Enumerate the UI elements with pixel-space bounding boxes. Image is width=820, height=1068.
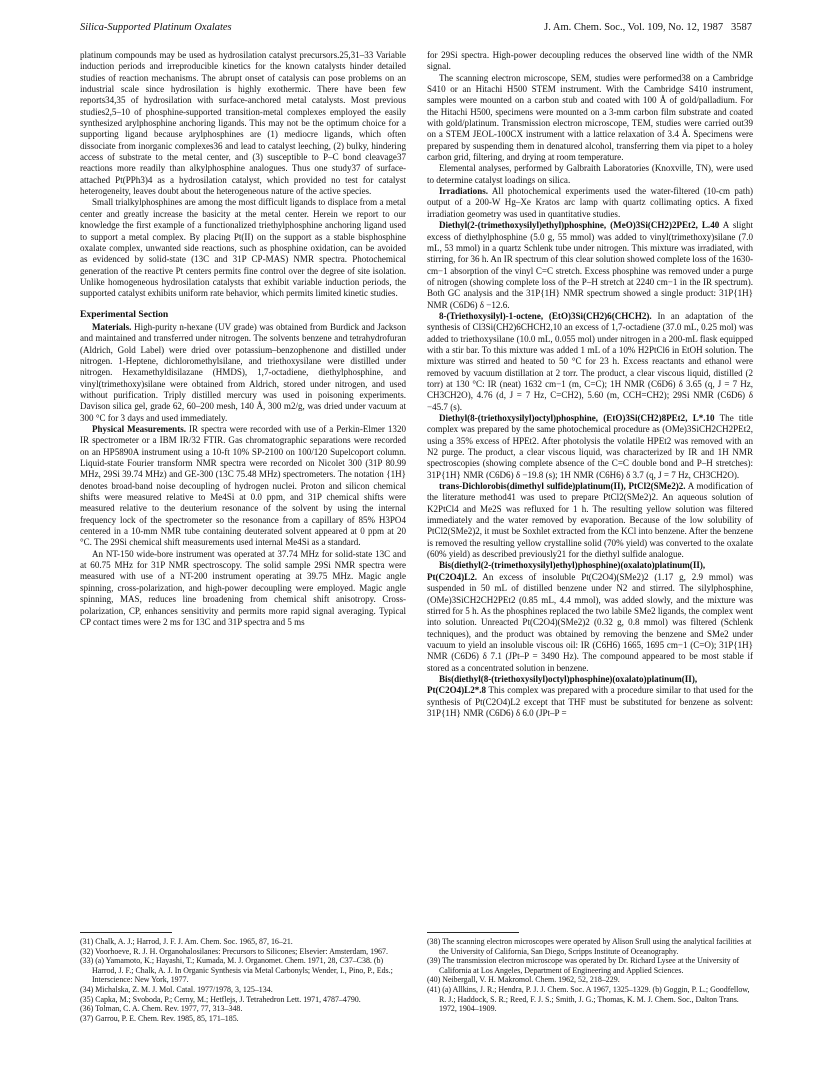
footnote-divider-right: [427, 932, 519, 933]
compound-5-heading: Bis(diethyl(2-(trimethoxysilyl)ethyl)phosphine)(oxalato)platinum(II), Pt(C2O4)L2.: [427, 560, 706, 582]
footnote: (32) Voorhoeve, R. J. H. Organohalosilanes: Precursors to Silicones; Elsevier: Amsterdam, 1967.: [80, 946, 388, 956]
footnote: (37) Garrou, P. E. Chem. Rev. 1985, 85, 171–185.: [80, 1013, 239, 1023]
compound-4-text: A modification of the literature method41 was used to prepare PtCl2(SMe2)2. An aqueous solution of K2PtCl4 and Me2S was refluxed for 1 h. The resulting yellow solution was filtered immediately and the water removed by evaporation. Because of the low solubility of PtCl2(SMe2)2, it must be Soxhlet extracted from the KCl into benzene. After the benzene is removed the resulting yellow crystalline solid (70% yield) was converted to the oxalate (60% yield) as described previously21 for the diethyl sulfide analogue.: [427, 481, 753, 560]
compound-3-text: The title complex was prepared by the same photochemical procedure as (OMe)3SiCH2CH2PEt2, using a 35% excess of HPEt2. After photolysis the volatile HPEt2 was removed with an N2 purge. The product, a clear viscous liquid, was characterized by IR and 1H NMR spectroscopies (showing complete absence of the C=C double bond and P–H stretches): 31P{1H} NMR (C6D6) δ −19.8 (s); 1H NMR (C6H6) δ 3.7 (q, J = 7 Hz, CH3CH2O).: [427, 413, 754, 480]
compound-1-paragraph: [427, 220, 753, 311]
compound-6-text: This complex was prepared with a procedure similar to that used for the synthesis of Pt(C2O4)L2 except that THF must be substituted for benzene as solvent: 31P{1H} NMR (C6D6) δ 6.0 (JPt–P =: [427, 685, 753, 718]
compound-2-text: In an adaptation of the synthesis of Cl3Si(CH2)6CHCH2,10 an excess of 1,7-octadiene (37.0 mL, 0.25 mol) was added to triethoxysilane (10.0 mL, 0.055 mol) under nitrogen in a 200-mL flask equipped with a stir bar. To this mixture was added 1 mL of a 10% H2PtCl6 in EtOH solution. The mixture was stirred and heated to 50 °C for 23 h. Excess reactants and ethanol were removed by vacuum distillation at 2 torr. The product, a clear viscous liquid, distilled (2 torr) at 130 °C: IR (neat) 1632 cm−1 (m, C=C); 1H NMR (C6D6) δ 3.65 (q, J = 7 Hz, CH3CH2O), 4.76 (d, J = 7 Hz, C=CH2), 5.60 (m, CCH=CH2); 29Si NMR (C6D6) δ −45.7 (s).: [427, 310, 754, 412]
irradiations-paragraph: [427, 186, 753, 220]
materials-heading: Materials.: [92, 321, 132, 332]
section-title: Experimental Section: [80, 308, 169, 320]
materials-paragraph: [80, 322, 406, 424]
footnote: (34) Michalska, Z. M. J. Mol. Catal. 1977/1978, 3, 125–134.: [80, 984, 273, 994]
compound-3-heading: Diethyl(8-(triethoxysilyl)octyl)phosphine, (EtO)3Si(CH2)8PEt2, L*.10: [439, 413, 715, 423]
compound-4-heading: trans-Dichlorobis(dimethyl sulfide)platinum(II), PtCl2(SMe2)2.: [439, 481, 686, 492]
physical-measurements-paragraph: [80, 424, 406, 549]
footnote: (33) (a) Yamamoto, K.; Hayashi, T.; Kumada, M. J. Organomet. Chem. 1971, 28, C37–C38. (b) Harrod, J. F.; Chalk, A. J. In Organic Synthesis via Metal Carbonyls; Wender, I., Pino, P., Eds.; Interscience: New York, 1977.: [80, 956, 393, 985]
compound-2-paragraph: [427, 311, 753, 413]
elemental-paragraph: Elemental analyses, performed by Galbraith Laboratories (Knoxville, TN), were used to determine catalyst loadings on silica.: [427, 163, 753, 185]
footnote: (39) The transmission electron microscope was operated by Dr. Richard Lysee at the University of California at Los Angeles, Department of Engineering and Applied Sciences.: [427, 956, 740, 975]
compound-5-text: An excess of insoluble Pt(C2O4)(SMe2)2 (1.17 g, 2.9 mmol) was suspended in 50 mL of distilled benzene under N2 and stirred. The silylphosphine, (OMe)3SiCH2CH2PEt2 (0.85 mL, 4.4 mmol), was added slowly, and the mixture was stirred for 5 h. As the phosphines replaced the two labile SMe2 ligands, the complex went into solution. Unreacted Pt(C2O4)(SMe2)2 (0.32 g, 0.8 mmol) was filtered (Schlenk techniques), and the product was obtained by removing the benzene and SMe2 under vacuum to yield an insoluble viscous oil: IR (C6H6) 1665, 1695 cm−1 (C=O); 31P{1H} NMR (C6D6) δ 7.1 (JPt–P = 3490 Hz). The compound appeared to be most stable if stored as a concentrated solution in benzene.: [427, 571, 753, 673]
sem-paragraph: The scanning electron microscope, SEM, studies were performed38 on a Cambridge S410 or an Hitachi H500 STEM instrument. With the Cambridge S410 instrument, samples were mounted on a carbon stub and coated with 100 Å of gold/palladium. For the Hitachi H500, specimens were mounted on a 3-mm carbon film substrate and coated with gold/platinum. Transmission electron microscope, TEM, studies were carried out39 on a STEM JEOL-100CX instrument with a lattice relaxation of 3.4 Å. Specimens were prepared by suspending them in denatured alcohol, transferring them via pipet to a holey carbon grid, filtering, and drying at room temperature.: [427, 72, 753, 163]
irradiations-text: All photochemical experiments used the water-filtered (10-cm path) output of a 200-W Hg–Xe Kratos arc lamp with quartz collimating optics. A fixed irradiation geometry was used in quantitative studies.: [427, 186, 753, 219]
compound-2-heading: 8-(Triethoxysilyl)-1-octene, (EtO)3Si(CH2)6(CHCH2).: [439, 310, 652, 321]
nt150-paragraph: An NT-150 wide-bore instrument was operated at 37.74 MHz for solid-state 13C and at 60.75 MHz for 31P NMR spectroscopy. The solid sample 29Si NMR spectra were measured with use of a NT-200 instrument operating at 39.75 MHz. Magic angle spinning, cross-polarization, and high-power decoupling were employed. Magic angle spinning, MAS, reduces line broadening from chemical shift anisotropy. Cross-polarization, CP, enhances sensitivity and permits more rapid signal averaging. Typical CP contact times were 2 ms for 13C and 31P spectra and 5 ms: [80, 548, 406, 627]
compound-3-paragraph: [427, 413, 753, 481]
journal-header: [428, 22, 752, 33]
compound-4-paragraph: [427, 481, 753, 560]
footnote: (35) Capka, M.; Svoboda, P.; Cerny, M.; Hetflejs, J. Tetrahedron Lett. 1971, 4787–4790.: [80, 994, 361, 1004]
compound-1-heading: Diethyl(2-(trimethoxysilyl)ethyl)phosphine, (MeO)3Si(CH2)2PEt2, L.40: [439, 220, 720, 231]
continued-paragraph: for 29Si spectra. High-power decoupling reduces the observed line width of the NMR signal.: [427, 50, 753, 72]
footnote: (36) Tolman, C. A. Chem. Rev. 1977, 77, 313–348.: [80, 1004, 243, 1014]
materials-text: High-purity n-hexane (UV grade) was obtained from Burdick and Jackson and maintained and transferred under nitrogen. The solvents benzene and tetrahydrofuran (Aldrich, Gold Label) were dried over potassium–benzophenone and distilled under nitrogen. 1-Heptene, dichloromethylsilane, and triethoxysilane were distilled under nitrogen. Hexamethyldisilazane (HMDS), 1,7-octadiene, diethylphosphine, and vinyl(trimethoxy)silane were obtained from Aldrich, stored under nitrogen, and used without purification. Triply distilled mercury was used in poisoning experiments. Davison silica gel, grade 62, 60–200 mesh, 140 Å, 300 m2/g, was dried under vacuum at 300 °C for 3 days and used immediately.: [80, 321, 406, 423]
footnote: (41) (a) Allkins, J. R.; Hendra, P. J. J. Chem. Soc. A 1967, 1325–1329. (b) Goggin, P. L.; Goodfellow, R. J.; Haddock, S. R.; Reed, F. J. S.; Smith, J. G.; Thomas, K. M. J. Chem. Soc., Dalton Trans. 1972, 1904–1909.: [427, 984, 750, 1014]
physical-measurements-heading: Physical Measurements.: [92, 424, 187, 434]
intro-paragraph-2: Small trialkylphosphines are among the most difficult ligands to displace from a metal center and greatly increase the basicity at the metal center. Herein we report to our knowledge the first example of a functionalized triethylphosphine anchoring ligand used to support a metal complex. By placing Pt(II) on the support as a stable bisphosphine oxalate complex, unwanted side reactions, such as phosphine oxidation, can be avoided as evidenced by solid-state (13C and 31P CP-MAS) NMR spectra. Photochemical generation of the reactive Pt centers permits fine control over the degree of site isolation. Unlike homogeneous hydrosilation catalysts that exhibit variable induction periods, the supported catalyst exhibits uniform rate behavior, which permits limited kinetic studies.: [80, 197, 406, 299]
compound-6-heading: Bis(diethyl(8-(triethoxysilyl)octyl)phosphine)(oxalato)platinum(II), Pt(C2O4)L2*.8: [427, 673, 698, 696]
journal-citation: J. Am. Chem. Soc., Vol. 109, No. 12, 1987: [544, 22, 724, 33]
footnotes-right: [427, 937, 753, 1014]
footnote: (38) The scanning electron microscopes were operated by Alison Srull using the analytical facilities at the University of California, San Diego, Scripps Institute of Oceanography.: [427, 937, 752, 956]
compound-1-text: A slight excess of diethylphosphine (5.0 g, 55 mmol) was added to vinyl(trimethoxy)silane (7.0 mL, 53 mmol) in a quartz Schlenk tube under nitrogen. This mixture was irradiated, with stirring, for 36 h. An IR spectrum of this clear solution showed complete loss of the 1630-cm−1 absorption of the vinyl C=C stretch. Excess phosphine was removed under a purge of nitrogen (showing complete loss of the P–H stretch at 2240 cm−1 in the IR spectrum). Both GC analysis and the 31P{1H} NMR spectrum showed a single product: 31P{1H} NMR (C6D6) δ −12.6.: [427, 220, 753, 310]
page-number: 3587: [731, 22, 752, 33]
right-column: [427, 50, 753, 719]
physical-measurements-text: IR spectra were recorded with use of a Perkin-Elmer 1320 IR spectrometer or a IBM IR/32 FTIR. Gas chromatographic separations were recorded on an HP5890A instrument using a 10-ft 10% SP-2100 on 100/120 Supelcoport column. Liquid-state Fourier transform NMR spectra were recorded on Nicolet 300 (31P 80.99 MHz, 29Si 39.74 MHz) and GE-300 (13C 75.48 MHz) spectrometers. The notation {1H} denotes broad-band noise decoupling of hydrogen nuclei. Proton and silicon chemical shifts were measured relative to Me4Si at 0.0 ppm, and 31P chemical shifts were measured relative to the deuterium resonance of the solvent by using the internal frequency lock of the spectrometer so the resonance from a capillary of 85% H3PO4 centered in a 10-mm NMR tube containing deuterated solvent appeared at 0 ppm at 20 °C. The 29Si chemical shift measurements used internal Me4Si as a standard.: [80, 424, 407, 548]
footnote-divider-left: [80, 932, 172, 933]
compound-6-paragraph: [427, 674, 753, 719]
footnotes-left: [80, 937, 406, 1023]
left-column: [80, 50, 406, 628]
footnote: (31) Chalk, A. J.; Harrod, J. F. J. Am. Chem. Soc. 1965, 87, 16–21.: [80, 937, 293, 946]
running-title: Silica-Supported Platinum Oxalates: [80, 22, 232, 33]
irradiations-heading: Irradiations.: [439, 186, 489, 197]
footnote: (40) Neibergall, V. H. Makromol. Chem. 1962, 52, 218–229.: [427, 975, 620, 985]
compound-5-paragraph: [427, 560, 753, 673]
intro-paragraph-1: platinum compounds may be used as hydrosilation catalyst precursors.25,31–33 Variable induction periods and irreproducible kinetics for the known catalysts hinder detailed studies of reaction mechanisms. The abrupt onset of catalysis can pose problems on an industrial scale since hydrosilation is highly exothermic. There have been few reports34,35 of hydrosilation with surface-anchored metal catalysts. Most previous studies2,5–10 of phosphine-supported transition-metal complexes employed the easily synthesized arylphosphine anchoring ligands. This may not be the optimum choice for a supporting ligand because arylphosphines are (1) mediocre ligands, which often dissociate from inorganic complexes36 and lead to catalyst leeching, (2) bulky, hindering access of substrate to the metal center, and (3) susceptible to P–C bond cleavage37 reactions more readily than alkylphosphine analogues. Thus one study37 of surface-attached Pt(PPh3)4 as a hydrosilation catalyst, which provided no test for catalyst heterogeneity, leaves doubt about the heterogeneous nature of the active species.: [80, 50, 406, 197]
